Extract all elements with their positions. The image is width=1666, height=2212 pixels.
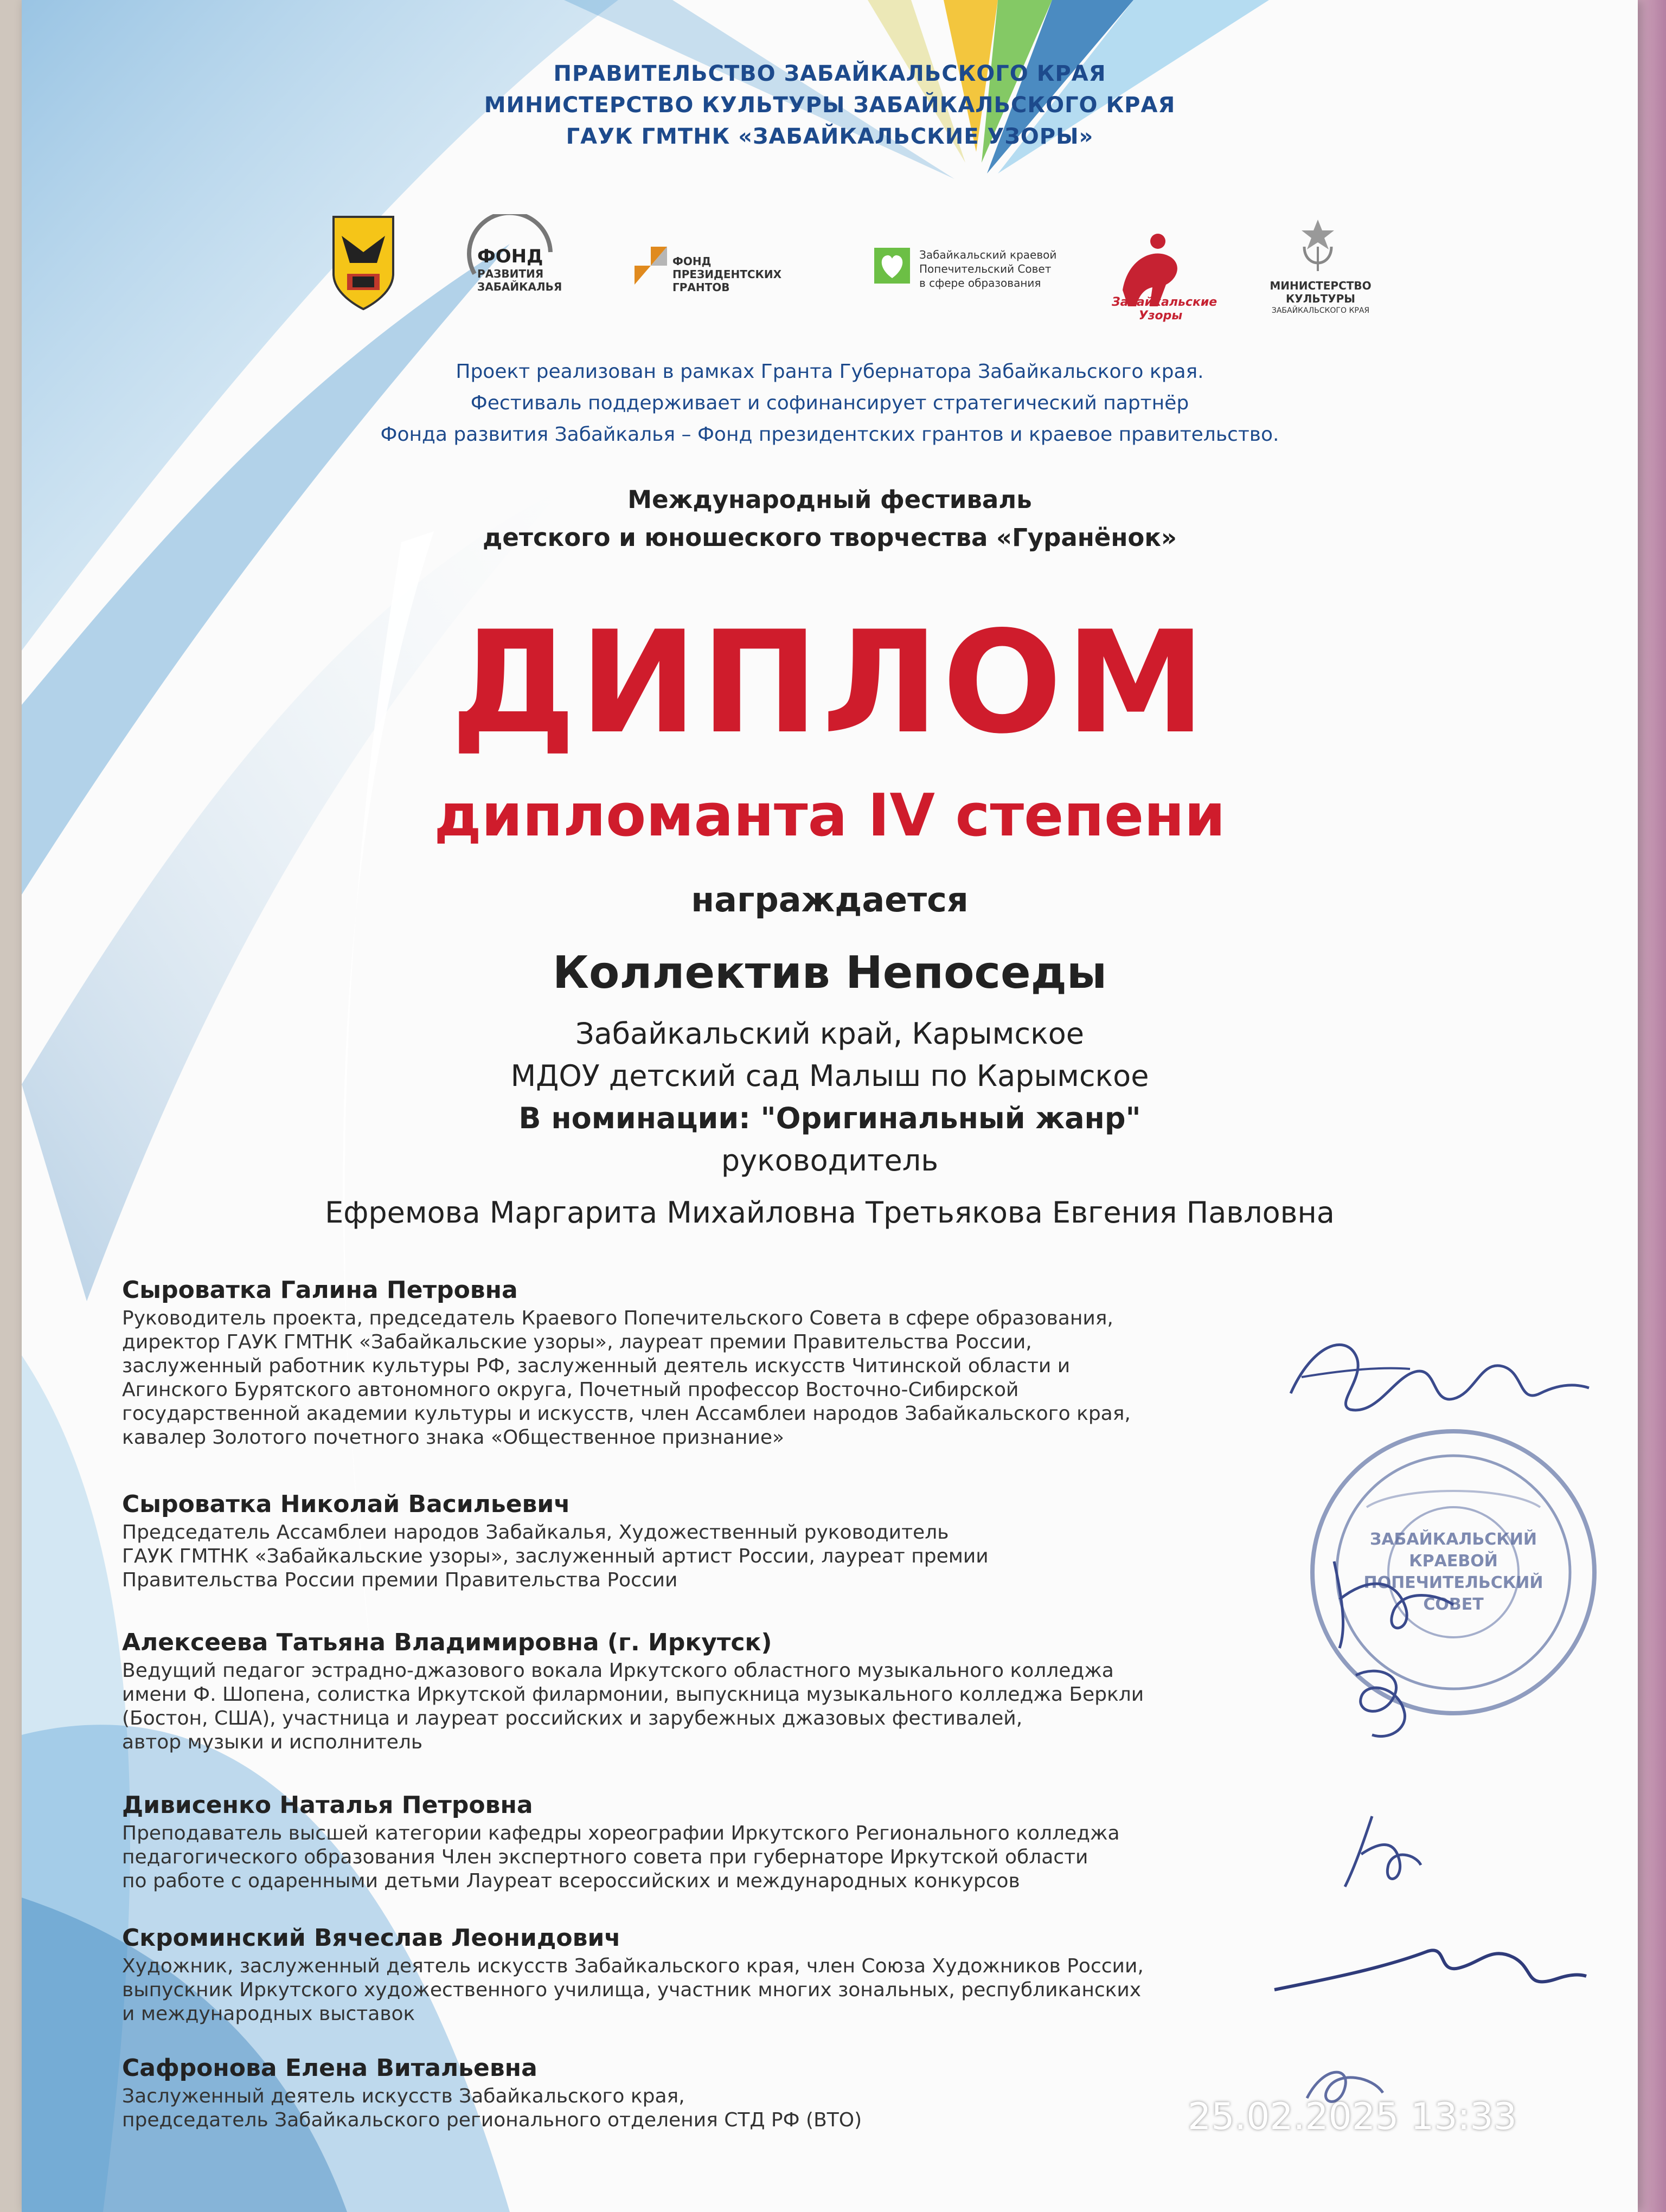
jury-member-desc: имени Ф. Шопена, солистка Иркутской филармонии, выпускница музыкального колледжа Беркли xyxy=(122,1683,1144,1706)
jury-member-name: Скроминский Вячеслав Леонидович xyxy=(122,1924,621,1952)
fond-razvitiya-title: ФОНД xyxy=(477,246,543,267)
festival-line-2: детского и юношеского творчества «Гуранёнок» xyxy=(483,523,1177,552)
fond-razvitiya-line-3: ЗАБАЙКАЛЬЯ xyxy=(477,280,562,293)
awarded-label: награждается xyxy=(691,880,969,919)
signature-5 xyxy=(1264,1930,1589,2011)
coat-of-arms-logo xyxy=(325,214,401,339)
uzory-logo-text: Забайкальские Узоры xyxy=(1112,295,1218,323)
popechitelsky-line-2: Попечительский Совет xyxy=(919,262,1052,275)
jury-member-desc: Ведущий педагог эстрадно-джазового вокала Иркутского областного музыкального колледжа xyxy=(122,1660,1114,1682)
lyre-icon xyxy=(1291,214,1345,274)
fond-razvitiya-logo xyxy=(456,214,564,339)
jury-member-name: Дивисенко Наталья Петровна xyxy=(122,1791,533,1819)
fond-prezidentskikh-icon xyxy=(635,247,667,285)
jury-member-desc: председатель Забайкальского регионального отделения СТД РФ (ВТО) xyxy=(122,2109,862,2131)
ministry-line-2: КУЛЬТУРЫ xyxy=(1285,292,1356,305)
jury-member-name: Сыроватка Галина Петровна xyxy=(122,1276,518,1304)
partner-logos xyxy=(325,214,1383,339)
jury-member-desc: (Бостон, США), участница и лауреат российских и зарубежных джазовых фестивалей, xyxy=(122,1707,1023,1729)
institution-line: МДОУ детский сад Малыш по Карымское xyxy=(510,1059,1149,1093)
jury-member-desc: автор музыки и исполнитель xyxy=(122,1731,423,1753)
jury-member-desc: Председатель Ассамблеи народов Забайкалья, Художественный руководитель xyxy=(122,1521,949,1544)
popechitelsky-sovet-logo xyxy=(873,214,1058,339)
festival-line-1: Международный фестиваль xyxy=(627,485,1032,514)
signature-1 xyxy=(1269,1312,1594,1442)
zabaikalskie-uzory-logo xyxy=(1106,214,1218,339)
fond-prezidentskikh-logo xyxy=(629,214,792,339)
jury-member xyxy=(122,1922,1261,2026)
jury-member-desc: Правительства России премии Правительства России xyxy=(122,1569,678,1591)
popechitelsky-line-3: в сфере образования xyxy=(919,276,1041,290)
jury-member-desc: ГАУК ГМТНК «Забайкальские узоры», заслуженный артист России, лауреат премии xyxy=(122,1545,989,1567)
signature-3 xyxy=(1323,1654,1432,1751)
nomination-line: В номинации: "Оригинальный жанр" xyxy=(518,1101,1141,1135)
signature-2 xyxy=(1312,1545,1475,1654)
photo-timestamp: 25.02.2025 13:33 xyxy=(1188,2095,1517,2138)
header-line-2: МИНИСТЕРСТВО КУЛЬТУРЫ ЗАБАЙКАЛЬСКОГО КРАЯ xyxy=(484,93,1176,118)
project-line-3: Фонда развития Забайкалья – Фонд президентских грантов и краевое правительство. xyxy=(380,423,1279,446)
jury-member-desc: Художник, заслуженный деятель искусств Забайкальского края, член Союза Художников России, xyxy=(122,1955,1144,1977)
jury-member xyxy=(122,1789,1261,1893)
jury-member-name: Сафронова Елена Витальевна xyxy=(122,2054,537,2082)
jury-member-desc: заслуженный работник культуры РФ, заслуженный деятель искусств Читинской области и xyxy=(122,1355,1071,1377)
jury-member-desc: по работе с одаренными детьми Лауреат всероссийских и международных конкурсов xyxy=(122,1870,1020,1892)
jury-member-name: Алексеева Татьяна Владимировна (г. Иркутск) xyxy=(122,1629,772,1656)
ministry-line-1: МИНИСТЕРСТВО xyxy=(1270,279,1372,292)
jury-member xyxy=(122,2052,1261,2132)
jury-member-name: Сыроватка Николай Васильевич xyxy=(122,1490,571,1518)
jury-member-desc: педагогического образования Член экспертного совета при губернаторе Иркутской области xyxy=(122,1846,1088,1868)
jury-member-desc: Агинского Бурятского автономного округа, Почетный профессор Восточно-Сибирской xyxy=(122,1379,1019,1401)
diploma-degree: дипломанта IV степени xyxy=(434,782,1226,850)
ministry-culture-logo xyxy=(1258,214,1383,339)
jury-member xyxy=(122,1274,1261,1450)
jury-member-desc: Руководитель проекта, председатель Краевого Попечительского Совета в сфере образования, xyxy=(122,1307,1113,1329)
header-line-3: ГАУК ГМТНК «ЗАБАЙКАЛЬСКИЕ УЗОРЫ» xyxy=(566,124,1094,149)
leader-label: руководитель xyxy=(721,1143,939,1178)
jury-member-desc: директор ГАУК ГМТНК «Забайкальские узоры», лауреат премии Правительства России, xyxy=(122,1331,1032,1353)
jury-member xyxy=(122,1488,1261,1592)
diploma-paper xyxy=(22,0,1638,2212)
popechitelsky-line-1: Забайкальский краевой xyxy=(919,248,1057,261)
ministry-line-3: ЗАБАЙКАЛЬСКОГО КРАЯ xyxy=(1271,306,1370,315)
project-line-1: Проект реализован в рамках Гранта Губернатора Забайкальского края. xyxy=(456,361,1204,383)
fond-prezidentskikh-line-3: ГРАНТОВ xyxy=(672,281,730,294)
fond-prezidentskikh-line-1: ФОНД xyxy=(672,255,712,268)
signature-4 xyxy=(1323,1800,1432,1908)
jury-member xyxy=(122,1626,1261,1754)
heart-icon xyxy=(873,247,911,285)
fond-razvitiya-line-2: РАЗВИТИЯ xyxy=(477,267,544,280)
jury-member-desc: Преподаватель высшей категории кафедры хореографии Иркутского Регионального колледжа xyxy=(122,1822,1120,1844)
stamp-text: ЗАБАЙКАЛЬСКИЙ КРАЕВОЙ ПОПЕЧИТЕЛЬСКИЙ СОВЕТ xyxy=(1363,1530,1543,1614)
fond-prezidentskikh-line-2: ПРЕЗИДЕНТСКИХ xyxy=(672,268,782,281)
project-line-2: Фестиваль поддерживает и софинансирует стратегический партнёр xyxy=(470,392,1189,414)
collective-name: Коллектив Непоседы xyxy=(553,947,1107,999)
jury-member-desc: государственной академии культуры и искусств, член Ассамблеи народов Забайкальского края, xyxy=(122,1403,1131,1425)
jury-member-desc: выпускник Иркутского художественного училища, участник многих зональных, республиканских xyxy=(122,1979,1142,2001)
jury-member-desc: и международных выставок xyxy=(122,2003,415,2025)
diploma-title: ДИПЛОМ xyxy=(450,601,1209,765)
region-line: Забайкальский край, Карымское xyxy=(575,1017,1084,1051)
header-line-1: ПРАВИТЕЛЬСТВО ЗАБАЙКАЛЬСКОГО КРАЯ xyxy=(553,61,1106,86)
jury-member-desc: кавалер Золотого почетного знака «Общественное признание» xyxy=(122,1426,785,1449)
coat-of-arms-icon xyxy=(331,214,396,312)
jury-member-desc: Заслуженный деятель искусств Забайкальского края, xyxy=(122,2085,685,2107)
leaders-names: Ефремова Маргарита Михайловна Третьякова Евгения Павловна xyxy=(325,1195,1335,1230)
